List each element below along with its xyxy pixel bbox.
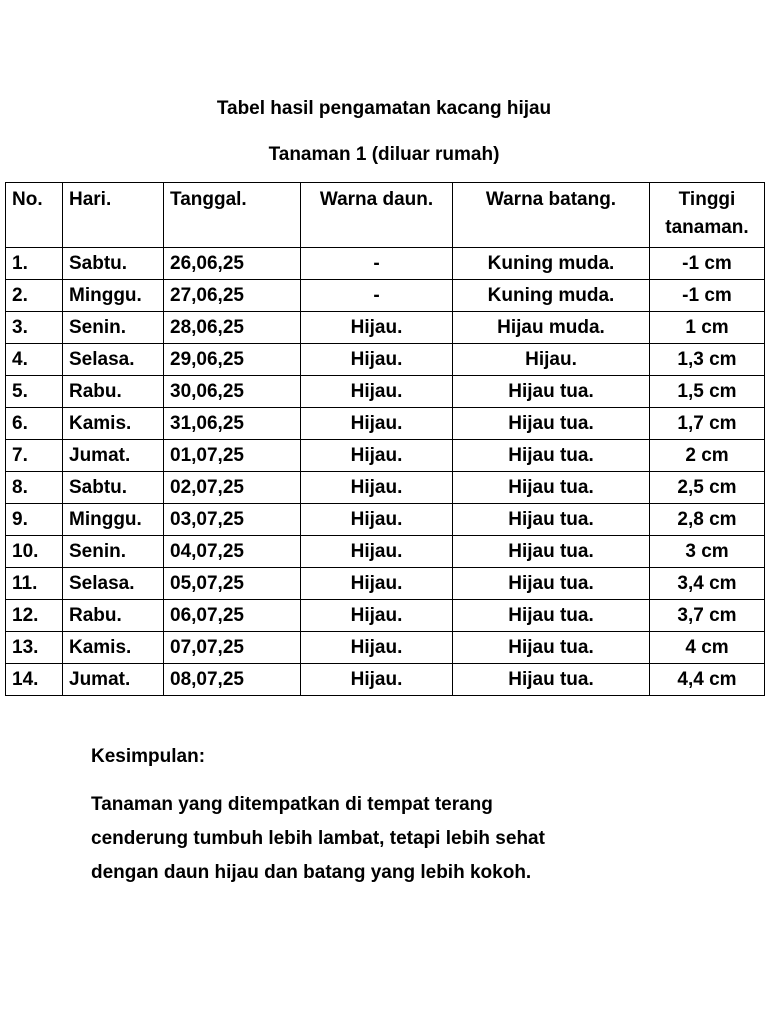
cell-warna-daun: -: [301, 248, 453, 280]
cell-no: 2.: [6, 280, 63, 312]
table-header-row: [6, 183, 765, 248]
cell-hari: Senin.: [63, 536, 164, 568]
cell-tanggal: 30,06,25: [164, 376, 301, 408]
table-row: [6, 504, 765, 536]
header-no: No.: [6, 183, 63, 248]
cell-no: 4.: [6, 344, 63, 376]
cell-tanggal: 29,06,25: [164, 344, 301, 376]
cell-tinggi: 4,4 cm: [650, 664, 765, 696]
conclusion-text: [91, 788, 651, 890]
table-row: [6, 632, 765, 664]
cell-hari: Sabtu.: [63, 248, 164, 280]
cell-hari: Minggu.: [63, 280, 164, 312]
cell-hari: Kamis.: [63, 632, 164, 664]
cell-warna-batang: Hijau tua.: [453, 408, 650, 440]
cell-warna-daun: Hijau.: [301, 312, 453, 344]
cell-tanggal: 05,07,25: [164, 568, 301, 600]
cell-no: 7.: [6, 440, 63, 472]
cell-tinggi: 2,8 cm: [650, 504, 765, 536]
cell-tanggal: 31,06,25: [164, 408, 301, 440]
cell-tinggi: 3,7 cm: [650, 600, 765, 632]
cell-tinggi: 4 cm: [650, 632, 765, 664]
cell-warna-batang: Hijau tua.: [453, 568, 650, 600]
conclusion-line: cenderung tumbuh lebih lambat, tetapi lebih sehat: [91, 828, 545, 849]
cell-hari: Jumat.: [63, 440, 164, 472]
cell-tanggal: 27,06,25: [164, 280, 301, 312]
cell-hari: Senin.: [63, 312, 164, 344]
cell-tinggi: 3,4 cm: [650, 568, 765, 600]
table-row: [6, 600, 765, 632]
cell-tanggal: 28,06,25: [164, 312, 301, 344]
cell-warna-daun: Hijau.: [301, 504, 453, 536]
cell-warna-batang: Hijau muda.: [453, 312, 650, 344]
cell-warna-batang: Kuning muda.: [453, 280, 650, 312]
table-row: [6, 664, 765, 696]
cell-hari: Rabu.: [63, 376, 164, 408]
cell-warna-daun: Hijau.: [301, 632, 453, 664]
cell-tinggi: 1 cm: [650, 312, 765, 344]
conclusion-heading: Kesimpulan:: [91, 746, 206, 767]
cell-tinggi: -1 cm: [650, 280, 765, 312]
table-row: [6, 376, 765, 408]
cell-hari: Kamis.: [63, 408, 164, 440]
cell-no: 12.: [6, 600, 63, 632]
cell-tanggal: 07,07,25: [164, 632, 301, 664]
cell-warna-daun: Hijau.: [301, 664, 453, 696]
cell-warna-daun: -: [301, 280, 453, 312]
cell-tinggi: 3 cm: [650, 536, 765, 568]
document-subtitle: Tanaman 1 (diluar rumah): [268, 144, 500, 165]
cell-hari: Selasa.: [63, 344, 164, 376]
cell-no: 14.: [6, 664, 63, 696]
cell-warna-batang: Hijau tua.: [453, 536, 650, 568]
table-row: [6, 472, 765, 504]
cell-tanggal: 04,07,25: [164, 536, 301, 568]
cell-warna-daun: Hijau.: [301, 440, 453, 472]
cell-hari: Minggu.: [63, 504, 164, 536]
cell-no: 3.: [6, 312, 63, 344]
cell-no: 11.: [6, 568, 63, 600]
observation-table: [5, 182, 765, 696]
cell-warna-batang: Hijau tua.: [453, 376, 650, 408]
cell-warna-batang: Kuning muda.: [453, 248, 650, 280]
cell-no: 1.: [6, 248, 63, 280]
cell-warna-batang: Hijau tua.: [453, 440, 650, 472]
conclusion-line: Tanaman yang ditempatkan di tempat terang: [91, 794, 493, 815]
cell-tinggi: 1,5 cm: [650, 376, 765, 408]
cell-tinggi: -1 cm: [650, 248, 765, 280]
cell-warna-batang: Hijau tua.: [453, 664, 650, 696]
table-row: [6, 440, 765, 472]
document-title: Tabel hasil pengamatan kacang hijau: [216, 98, 552, 119]
cell-tanggal: 06,07,25: [164, 600, 301, 632]
cell-warna-daun: Hijau.: [301, 536, 453, 568]
cell-warna-daun: Hijau.: [301, 344, 453, 376]
header-tinggi-tanaman-text: Tinggi tanaman.: [665, 189, 749, 238]
cell-warna-batang: Hijau tua.: [453, 600, 650, 632]
header-tinggi-tanaman: [650, 183, 765, 248]
table-row: [6, 280, 765, 312]
table-row: [6, 568, 765, 600]
cell-no: 10.: [6, 536, 63, 568]
conclusion-line: dengan daun hijau dan batang yang lebih kokoh.: [91, 862, 532, 883]
header-hari: Hari.: [63, 183, 164, 248]
cell-warna-daun: Hijau.: [301, 600, 453, 632]
cell-no: 8.: [6, 472, 63, 504]
cell-warna-batang: Hijau tua.: [453, 504, 650, 536]
cell-tanggal: 26,06,25: [164, 248, 301, 280]
cell-hari: Jumat.: [63, 664, 164, 696]
header-tanggal: Tanggal.: [164, 183, 301, 248]
cell-warna-daun: Hijau.: [301, 376, 453, 408]
cell-hari: Sabtu.: [63, 472, 164, 504]
table-row: [6, 344, 765, 376]
cell-no: 5.: [6, 376, 63, 408]
cell-tinggi: 1,3 cm: [650, 344, 765, 376]
cell-tinggi: 1,7 cm: [650, 408, 765, 440]
header-warna-batang: Warna batang.: [453, 183, 650, 248]
cell-tanggal: 08,07,25: [164, 664, 301, 696]
cell-no: 9.: [6, 504, 63, 536]
cell-tanggal: 03,07,25: [164, 504, 301, 536]
table-row: [6, 536, 765, 568]
cell-hari: Rabu.: [63, 600, 164, 632]
cell-warna-batang: Hijau.: [453, 344, 650, 376]
table-row: [6, 248, 765, 280]
cell-warna-batang: Hijau tua.: [453, 472, 650, 504]
table-body: [6, 248, 765, 696]
cell-warna-daun: Hijau.: [301, 568, 453, 600]
header-warna-daun: Warna daun.: [301, 183, 453, 248]
cell-no: 6.: [6, 408, 63, 440]
cell-warna-daun: Hijau.: [301, 408, 453, 440]
table-row: [6, 312, 765, 344]
cell-tinggi: 2,5 cm: [650, 472, 765, 504]
cell-tanggal: 02,07,25: [164, 472, 301, 504]
cell-no: 13.: [6, 632, 63, 664]
table-row: [6, 408, 765, 440]
cell-warna-batang: Hijau tua.: [453, 632, 650, 664]
cell-warna-daun: Hijau.: [301, 472, 453, 504]
cell-tanggal: 01,07,25: [164, 440, 301, 472]
cell-tinggi: 2 cm: [650, 440, 765, 472]
cell-hari: Selasa.: [63, 568, 164, 600]
